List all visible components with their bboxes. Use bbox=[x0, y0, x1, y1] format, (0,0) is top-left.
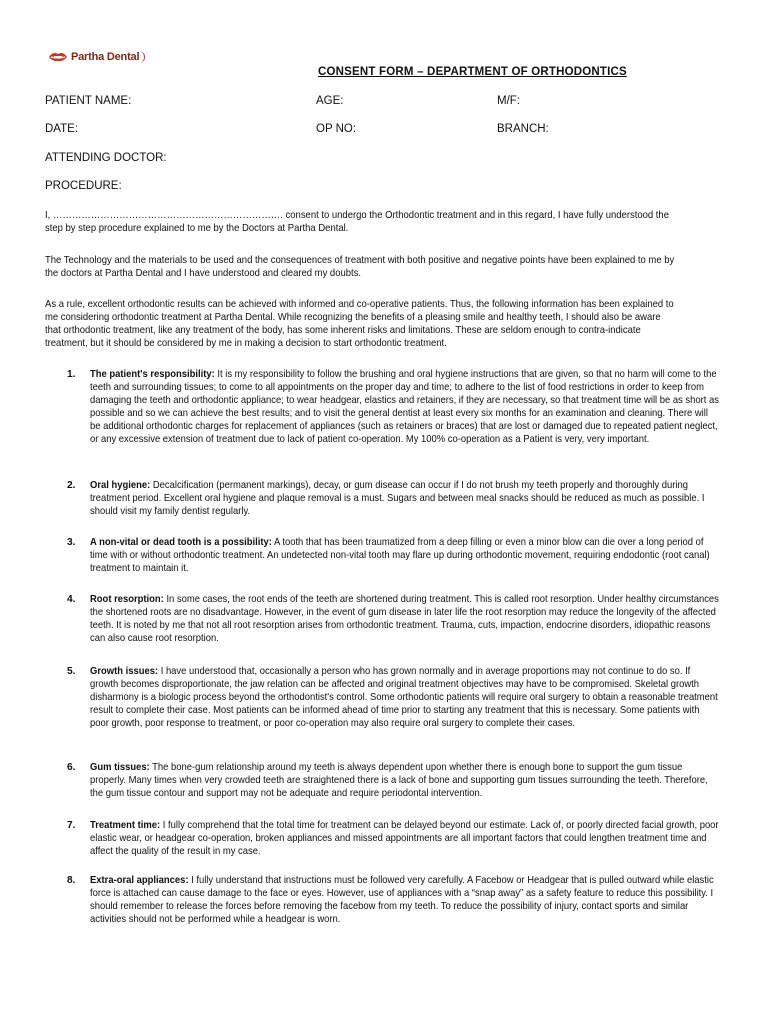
item-number: 7. bbox=[67, 820, 76, 831]
item-title: Gum tissues: bbox=[90, 762, 150, 773]
form-title: CONSENT FORM – DEPARTMENT OF ORTHODONTICS bbox=[318, 66, 627, 78]
item-title: Root resorption: bbox=[90, 594, 164, 605]
item-body bbox=[90, 536, 719, 575]
item-text: It is my responsibility to follow the brushing and oral hygiene instructions that are given, so that no harm will come to the teeth and surrounding tissues; to come to all appointments on the proper day and time; to adhere to the list of food restrictions in order to keep from damaging the teeth and orthodontic appliance; to wear headgear, elastics and retainers, if they are necessary, so that treatment time will be as short as possible and so we can achieve the best results; and to visit the general dentist at least every six months for an examination and cleaning. There will be additional orthodontic charges for replacement of appliances (such as retainers or braces) that are lost or damaged due to repeated patient neglect, or any excessive extension of treatment due to lack of patient co-operation. My 100% co-operation as a Patient is very, very important. bbox=[90, 369, 719, 445]
item-text: I have understood that, occasionally a person who has grown normally and in average proportions may not continue to do so. If growth becomes disproportionate, the jaw relation can be affected and original treatment objectives may have to be compromised. Skeletal growth disharmony is a biologic process beyond the orthodontist's control. Some orthodontic patients will require oral surgery to obtain a reasonable treatment result to complete their case. Most patients can be informed ahead of time prior to starting any treatment that this is necessary. Some patients with poor growth, poor response to treatment, or poor co-operation may also require oral surgery to complete their cases. bbox=[90, 666, 718, 729]
item-body bbox=[90, 761, 719, 800]
item-body bbox=[90, 665, 719, 730]
item-title: The patient's responsibility: bbox=[90, 369, 215, 380]
item-body bbox=[90, 819, 719, 858]
partha-dental-logo bbox=[48, 50, 145, 64]
item-text: I fully understand that instructions must be followed very carefully. A Facebow or Headgear that is pulled outward while elastic force is attached can cause damage to the face or eyes. However, use of appliances with a “snap away” as a safety feature to reduce this possibility. I should remember to release the forces before removing the facebow from my teeth. To reduce the possibility of injury, contact sports and similar activities should not be performed while a headgear is worn. bbox=[90, 875, 714, 925]
item-number: 3. bbox=[67, 537, 76, 548]
item-number: 2. bbox=[67, 480, 76, 491]
item-body bbox=[90, 368, 719, 446]
date-label: DATE: bbox=[45, 123, 79, 135]
item-number: 1. bbox=[67, 369, 76, 380]
item-body bbox=[90, 593, 719, 645]
intro-paragraph-2 bbox=[45, 254, 676, 280]
patient-name-label: PATIENT NAME: bbox=[45, 95, 132, 107]
item-title: Treatment time: bbox=[90, 820, 161, 831]
procedure-label: PROCEDURE: bbox=[45, 180, 122, 192]
item-title: A non-vital or dead tooth is a possibility: bbox=[90, 537, 272, 548]
item-text: A tooth that has been traumatized from a deep filling or even a minor blow can die over a long period of time with or without orthodontic treatment. An undetected non-vital tooth may flare up during orthodontic movement, requiring endodontic (root canal) treatment to maintain it. bbox=[90, 537, 710, 574]
item-number: 5. bbox=[67, 666, 76, 677]
logo-text: Partha Dental bbox=[71, 51, 145, 63]
item-body bbox=[90, 479, 719, 518]
attending-doctor-label: ATTENDING DOCTOR: bbox=[45, 152, 167, 164]
intro-text-3: As a rule, excellent orthodontic results can be achieved with informed and co-operative patients. Thus, the following information has been explained to me considering orthodontic treatment at Partha Dental. While recognizing the benefits of a pleasing smile and healthy teeth, I should also be aware that orthodontic treatment, like any treatment of the body, has some inherent risks and limitations. These are seldom enough to contra-indicate treatment, but it should be considered by me in making a decision to start orthodontic treatment. bbox=[45, 299, 674, 349]
sex-label: M/F: bbox=[497, 95, 520, 107]
item-body bbox=[90, 874, 719, 926]
lips-logo-icon bbox=[48, 50, 68, 64]
item-number: 4. bbox=[67, 594, 76, 605]
intro-paragraph-1 bbox=[45, 209, 676, 235]
item-text: In some cases, the root ends of the teeth are shortened during treatment. This is called root resorption. Under healthy circumstances the shortened roots are no disadvantage. However, in the event of gum disease in later life the root resorption may reduce the longevity of the affected teeth. It is noted by me that not all root resorption arises from orthodontic treatment. Trauma, cuts, impaction, endocrine disorders, idiopathic reasons can also cause root resorption. bbox=[90, 594, 719, 644]
item-title: Growth issues: bbox=[90, 666, 159, 677]
branch-label: BRANCH: bbox=[497, 123, 549, 135]
op-no-label: OP NO: bbox=[316, 123, 357, 135]
item-number: 6. bbox=[67, 762, 76, 773]
age-label: AGE: bbox=[316, 95, 344, 107]
intro-text-1: I, ………………………………………………………………. consent to undergo the Orthodontic treatment and in this regard, I have fully understood the step by step procedure explained to me by the Doctors at Partha Dental. bbox=[45, 210, 669, 234]
intro-paragraph-3 bbox=[45, 298, 676, 350]
intro-text-2: The Technology and the materials to be used and the consequences of treatment with both positive and negative points have been explained to me by the doctors at Partha Dental and I have understood and cleared my doubts. bbox=[45, 255, 675, 279]
item-number: 8. bbox=[67, 875, 76, 886]
item-text: Decalcification (permanent markings), decay, or gum disease can occur if I do not brush my teeth properly and thoroughly during treatment period. Excellent oral hygiene and plaque removal is a must. Sugars and between meal snacks should be reduced as much as possible. I should visit my family dentist regularly. bbox=[90, 480, 705, 517]
item-text: I fully comprehend that the total time for treatment can be delayed beyond our estimate. Lack of, or poorly directed facial growth, poor elastic wear, or headgear co-operation, broken appliances and missed appointments are all important factors that could lengthen treatment time and affect the quality of the result in my case. bbox=[90, 820, 719, 857]
item-title: Extra-oral appliances: bbox=[90, 875, 189, 886]
item-title: Oral hygiene: bbox=[90, 480, 151, 491]
item-text: The bone-gum relationship around my teeth is always dependent upon whether there is enough bone to support the gum tissue properly. Many times when very crowded teeth are straightened there is a lack of bone and supporting gum tissues surrounding the teeth. Therefore, the gum tissue contour and support may not be adequate and require periodontal intervention. bbox=[90, 762, 708, 799]
